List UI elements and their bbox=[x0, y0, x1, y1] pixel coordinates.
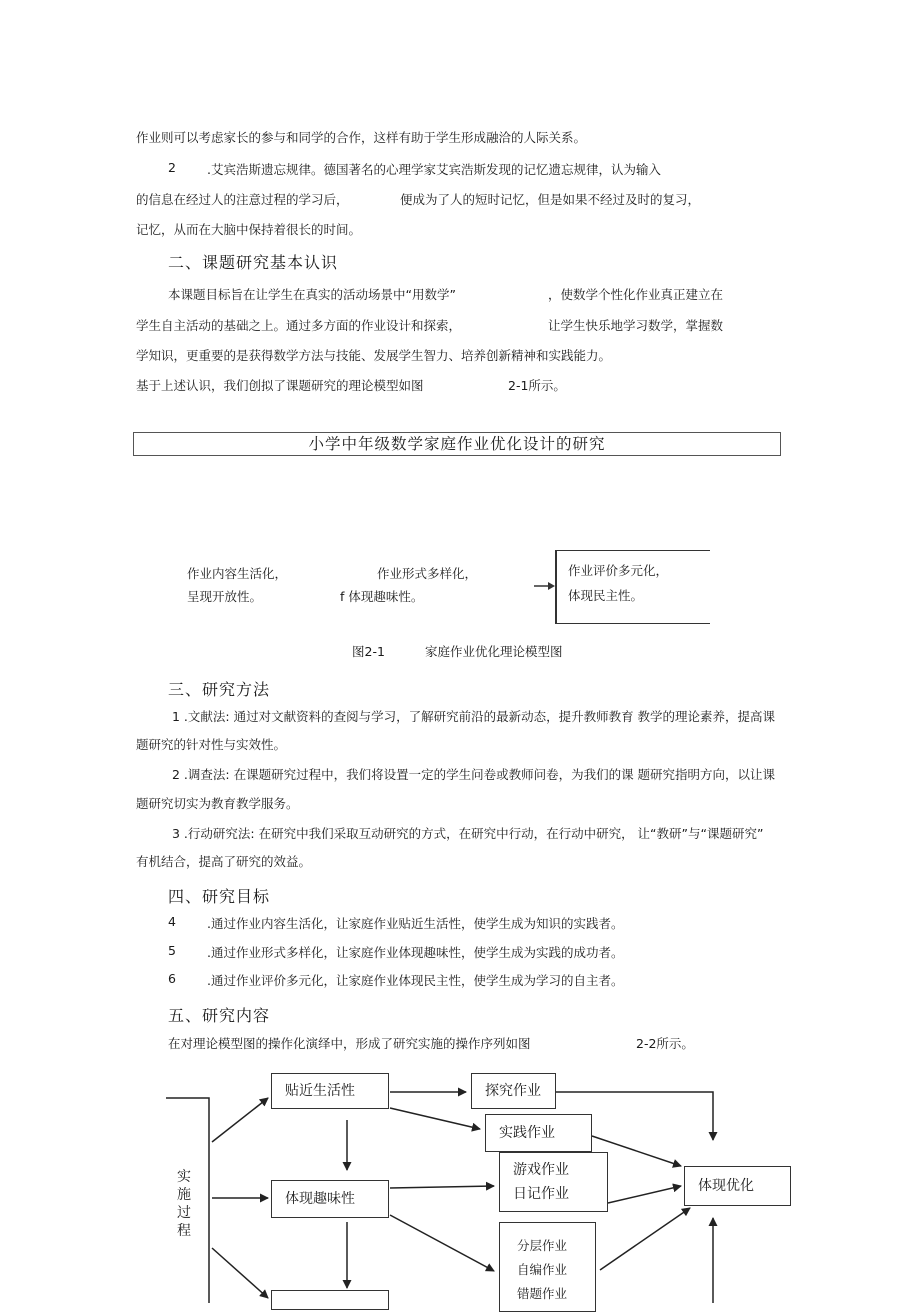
arrow-fun-to-layer bbox=[390, 1215, 494, 1271]
method-3-line-1: 3 .行动研究法: 在研究中我们采取互动研究的方式，在研究中行动，在行动中研究， 让“教研”与“课题研究” bbox=[172, 826, 764, 841]
figure-1-col3-line2: 体现民主性。 bbox=[568, 588, 644, 603]
section-2-p2b: 让学生快乐地学习数学，掌握数 bbox=[548, 318, 724, 333]
figure-2-side-label bbox=[177, 1168, 191, 1240]
section-2-p1a: 本课题目标旨在让学生在真实的活动场景中“用数学” bbox=[168, 287, 456, 302]
side-label-char-4: 程 bbox=[177, 1223, 191, 1239]
figure-1-caption-number: 图2-1 bbox=[352, 644, 385, 659]
method-2-line-1: 2 .调查法: 在课题研究过程中，我们将设置一定的学生问卷或教师问卷，为我们的课 题研究指明方向，以让课 bbox=[172, 767, 776, 782]
section-2-p2a: 学生自主活动的基础之上。通过多方面的作业设计和探索， bbox=[136, 318, 462, 333]
section-4-heading: 四、研究目标 bbox=[168, 887, 271, 906]
section-2-p4a: 基于上述认识，我们创拟了课题研究的理论模型如图 bbox=[136, 378, 424, 393]
arrow-diary-to-result bbox=[608, 1186, 681, 1203]
side-label-char-1: 实 bbox=[177, 1169, 191, 1185]
method-1-line-2: 题研究的针对性与实效性。 bbox=[136, 737, 287, 752]
box-third-partial bbox=[271, 1290, 389, 1310]
figure-1-col1-line1: 作业内容生活化， bbox=[187, 566, 288, 581]
figure-1-caption-text: 家庭作业优化理论模型图 bbox=[425, 644, 563, 659]
box-reflect-fun: 体现趣味性 bbox=[271, 1180, 389, 1218]
method-1-line-1: 1 .文献法: 通过对文献资料的查阅与学习，了解研究前沿的最新动态，提升教师教育 教学的理论素养，提高课 bbox=[172, 709, 776, 724]
arrow-fun-to-game bbox=[390, 1186, 494, 1188]
section-2-heading: 二、课题研究基本认识 bbox=[168, 253, 339, 272]
error-homework-label: 错题作业 bbox=[517, 1286, 568, 1301]
section-2-p1b: ，使数学个性化作业真正建立在 bbox=[548, 287, 724, 302]
box-close-to-life: 贴近生活性 bbox=[271, 1073, 389, 1109]
diary-homework-label: 日记作业 bbox=[513, 1186, 569, 1202]
method-2-line-2: 题研究切实为教育教学服务。 bbox=[136, 796, 299, 811]
box-game-diary bbox=[499, 1152, 608, 1212]
arrow-to-third bbox=[212, 1248, 268, 1298]
goal-1-number: 4 bbox=[168, 914, 176, 929]
intro-item-2-line-3: 记忆，从而在大脑中保持着很长的时间。 bbox=[136, 222, 362, 237]
side-label-char-3: 过 bbox=[177, 1205, 191, 1221]
section-2-p3: 学知识，更重要的是获得数学方法与技能、发展学生智力、培养创新精神和实践能力。 bbox=[136, 348, 612, 363]
self-homework-label: 自编作业 bbox=[517, 1262, 568, 1277]
intro-line-1: 作业则可以考虑家长的参与和同学的合作，这样有助于学生形成融洽的人际关系。 bbox=[136, 130, 587, 145]
section-5-p1b: 2-2所示。 bbox=[636, 1036, 694, 1051]
arrow-layer-to-result bbox=[600, 1208, 690, 1270]
game-homework-label: 游戏作业 bbox=[513, 1162, 569, 1178]
goal-1-text: .通过作业内容生活化，让家庭作业贴近生活性，使学生成为知识的实践者。 bbox=[207, 916, 624, 931]
box-practice-homework: 实践作业 bbox=[485, 1114, 592, 1152]
section-5-p1a: 在对理论模型图的操作化演绎中，形成了研究实施的操作序列如图 bbox=[168, 1036, 531, 1051]
goal-2-text: .通过作业形式多样化，让家庭作业体现趣味性，使学生成为实践的成功者。 bbox=[207, 945, 624, 960]
box-layer-self-error bbox=[499, 1222, 596, 1312]
box-reflect-optimization: 体现优化 bbox=[684, 1166, 791, 1206]
method-3-line-2: 有机结合，提高了研究的效益。 bbox=[136, 854, 312, 869]
figure-1-col3-line1: 作业评价多元化， bbox=[568, 563, 669, 578]
figure-1-col2-line1: 作业形式多样化， bbox=[377, 566, 478, 581]
figure-1-title: 小学中年级数学家庭作业优化设计的研究 bbox=[133, 432, 781, 456]
goal-3-number: 6 bbox=[168, 971, 176, 986]
side-label-char-2: 施 bbox=[177, 1187, 191, 1203]
arrow-to-life bbox=[212, 1098, 268, 1142]
intro-item-2-line-2a: 的信息在经过人的注意过程的学习后， bbox=[136, 192, 349, 207]
goal-3-text: .通过作业评价多元化，让家庭作业体现民主性，使学生成为学习的自主者。 bbox=[207, 973, 624, 988]
layer-homework-label: 分层作业 bbox=[517, 1238, 568, 1253]
figure-1-col2-line2: f 体现趣味性。 bbox=[340, 589, 424, 604]
section-2-p4b: 2-1所示。 bbox=[508, 378, 566, 393]
section-3-heading: 三、研究方法 bbox=[168, 680, 271, 699]
arrow-life-to-practice bbox=[390, 1108, 480, 1129]
intro-item-2-text: .艾宾浩斯遗忘规律。德国著名的心理学家艾宾浩斯发现的记忆遗忘规律，认为输入 bbox=[207, 162, 661, 177]
box-explore-homework: 探究作业 bbox=[471, 1073, 556, 1109]
intro-item-2-number: 2 bbox=[168, 160, 176, 175]
figure-1-col1-line2: 呈现开放性。 bbox=[187, 589, 263, 604]
intro-item-2-line-2b: 便成为了人的短时记忆，但是如果不经过及时的复习， bbox=[400, 192, 701, 207]
section-5-heading: 五、研究内容 bbox=[168, 1006, 271, 1025]
goal-2-number: 5 bbox=[168, 943, 176, 958]
